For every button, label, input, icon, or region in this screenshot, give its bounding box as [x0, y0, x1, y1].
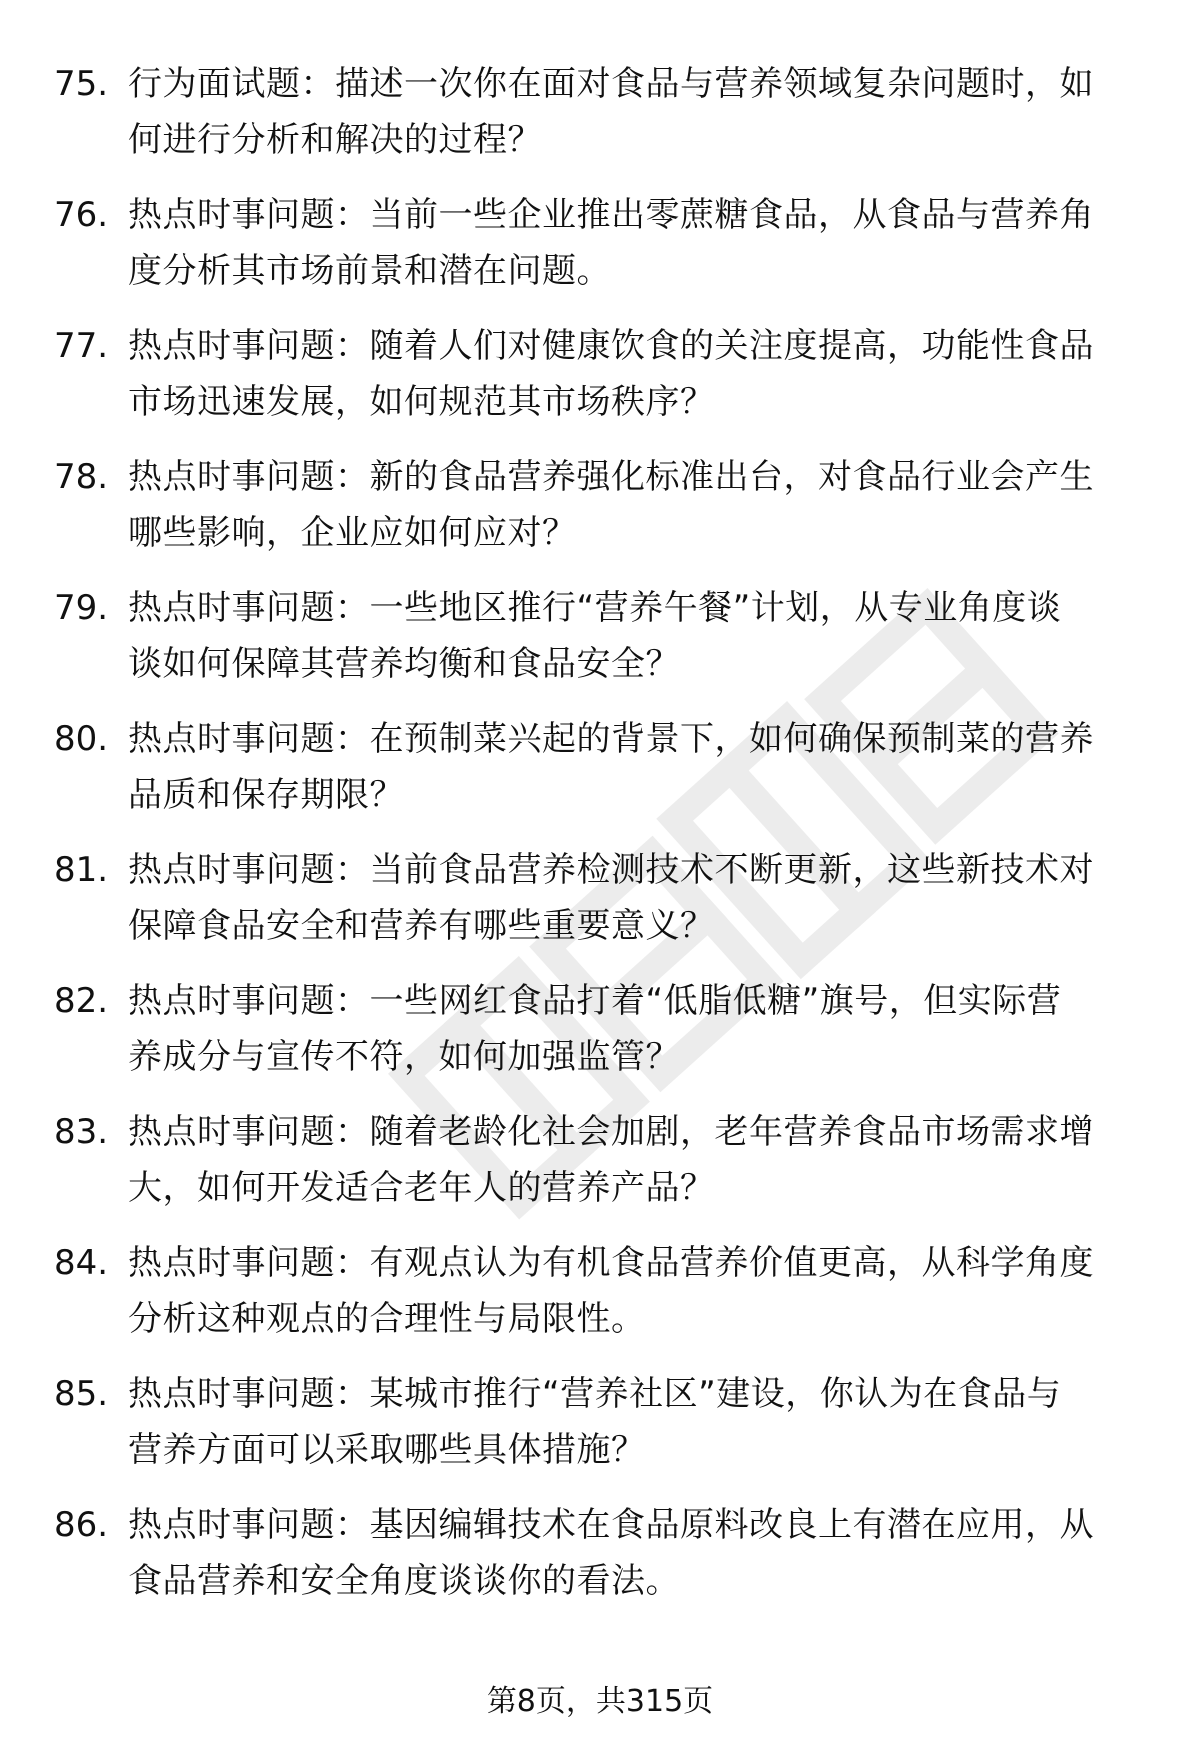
question-text — [128, 56, 1138, 168]
question-item — [0, 711, 1200, 821]
question-text-line: 热点时事问题：随着老龄化社会加剧，老年营养食品市场需求增 — [128, 1112, 1094, 1152]
question-number: 82. — [54, 981, 109, 1021]
question-item — [0, 1104, 1200, 1214]
question-text-line: 何进行分析和解决的过程？ — [128, 120, 542, 160]
question-text — [128, 842, 1138, 954]
question-item — [0, 1366, 1200, 1476]
question-number: 79. — [54, 588, 109, 628]
question-text-line: 营养方面可以采取哪些具体措施？ — [128, 1430, 646, 1470]
question-text-line: 保障食品安全和营养有哪些重要意义？ — [128, 906, 715, 946]
question-number: 80. — [54, 719, 109, 759]
question-text-line: 品质和保存期限？ — [128, 775, 404, 815]
question-number: 86. — [54, 1505, 109, 1545]
page-number-footer: 第8页，共315页 — [486, 1684, 714, 1719]
question-item — [0, 1497, 1200, 1607]
question-item — [0, 187, 1200, 297]
question-text-line: 市场迅速发展，如何规范其市场秩序？ — [128, 382, 715, 422]
question-text-line: 热点时事问题：一些网红食品打着“低脂低糖”旗号，但实际营 — [128, 981, 1062, 1021]
question-number: 81. — [54, 850, 109, 890]
question-item — [0, 318, 1200, 428]
question-number: 76. — [54, 195, 109, 235]
question-text — [128, 1235, 1138, 1347]
question-text — [128, 580, 1138, 692]
question-text-line: 分析这种观点的合理性与局限性。 — [128, 1299, 646, 1339]
question-text-line: 热点时事问题：随着人们对健康饮食的关注度提高，功能性食品 — [128, 326, 1094, 366]
question-text-line: 食品营养和安全角度谈谈你的看法。 — [128, 1561, 680, 1601]
question-text — [128, 1497, 1138, 1609]
question-text-line: 度分析其市场前景和潜在问题。 — [128, 251, 611, 291]
question-item — [0, 449, 1200, 559]
question-text-line: 行为面试题：描述一次你在面对食品与营养领域复杂问题时，如 — [128, 64, 1094, 104]
question-text — [128, 449, 1138, 561]
question-number: 85. — [54, 1374, 109, 1414]
question-text — [128, 973, 1138, 1085]
question-text-line: 热点时事问题：有观点认为有机食品营养价值更高，从科学角度 — [128, 1243, 1094, 1283]
question-item — [0, 580, 1200, 690]
question-text — [128, 187, 1138, 299]
question-text — [128, 1104, 1138, 1216]
question-number: 77. — [54, 326, 109, 366]
question-text-line: 大，如何开发适合老年人的营养产品？ — [128, 1168, 715, 1208]
question-number: 84. — [54, 1243, 109, 1283]
question-text — [128, 1366, 1138, 1478]
question-number: 83. — [54, 1112, 109, 1152]
question-item — [0, 973, 1200, 1083]
question-text-line: 热点时事问题：当前食品营养检测技术不断更新，这些新技术对 — [128, 850, 1094, 890]
question-text-line: 热点时事问题：一些地区推行“营养午餐”计划，从专业角度谈 — [128, 588, 1062, 628]
question-text-line: 哪些影响，企业应如何应对？ — [128, 513, 577, 553]
question-item — [0, 1235, 1200, 1345]
question-text-line: 热点时事问题：新的食品营养强化标准出台，对食品行业会产生 — [128, 457, 1094, 497]
question-text — [128, 711, 1138, 823]
question-text-line: 养成分与宣传不符，如何加强监管？ — [128, 1037, 680, 1077]
question-number: 78. — [54, 457, 109, 497]
question-item — [0, 56, 1200, 166]
question-item — [0, 842, 1200, 952]
question-text-line: 热点时事问题：某城市推行“营养社区”建设，你认为在食品与 — [128, 1374, 1062, 1414]
question-text-line: 谈如何保障其营养均衡和食品安全？ — [128, 644, 680, 684]
question-text — [128, 318, 1138, 430]
question-text-line: 热点时事问题：当前一些企业推出零蔗糖食品，从食品与营养角 — [128, 195, 1094, 235]
question-number: 75. — [54, 64, 109, 104]
question-text-line: 热点时事问题：基因编辑技术在食品原料改良上有潜在应用，从 — [128, 1505, 1094, 1545]
question-text-line: 热点时事问题：在预制菜兴起的背景下，如何确保预制菜的营养 — [128, 719, 1094, 759]
